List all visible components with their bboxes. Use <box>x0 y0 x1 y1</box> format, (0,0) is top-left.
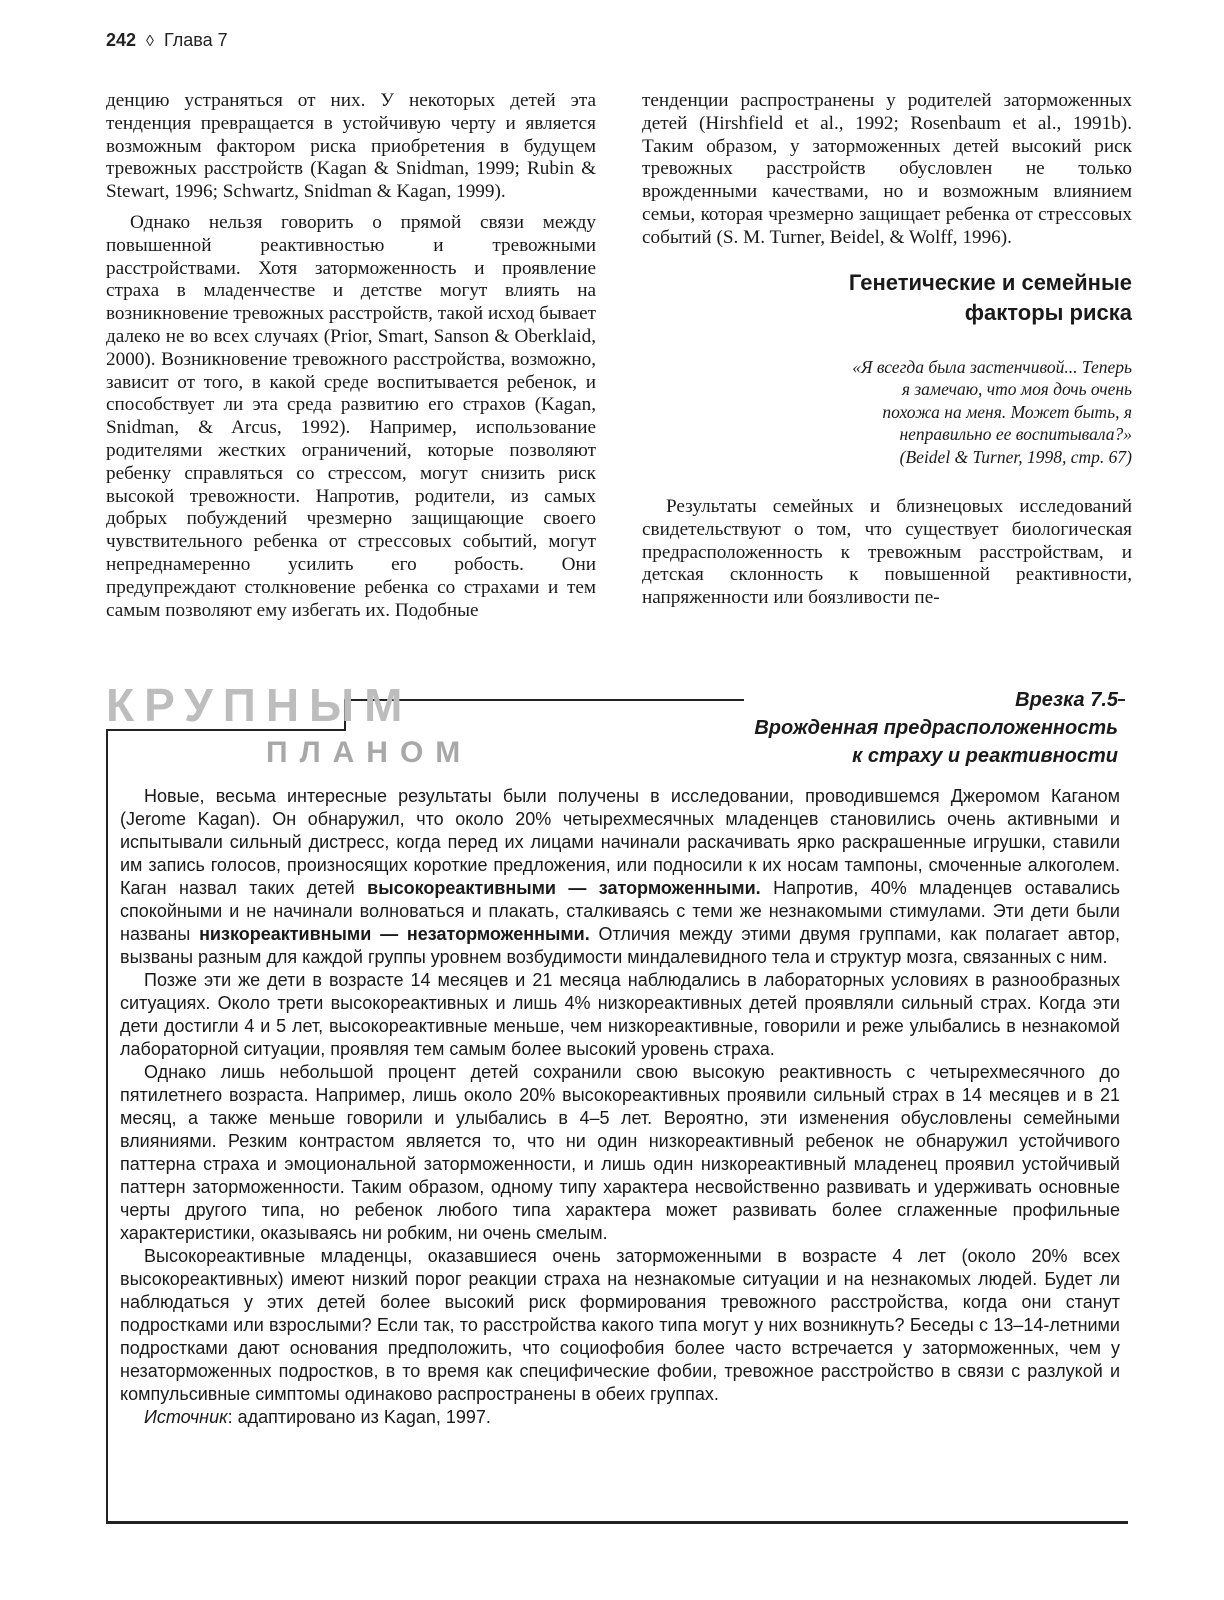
header-separator: ◊ <box>146 33 154 50</box>
source-label: Источник <box>144 1407 228 1427</box>
epigraph-line-3: похожа на меня. Может быть, я <box>882 401 1132 422</box>
left-column <box>106 90 596 630</box>
running-header <box>106 30 228 51</box>
source-text: : адаптировано из Kagan, 1997. <box>227 1407 491 1427</box>
page-number: 242 <box>106 30 137 50</box>
feature-number: Врезка 7.5 <box>1015 689 1118 711</box>
feature-title-line-1: Врожденная предрасположенность <box>754 717 1118 739</box>
term-high-reactive: высокореактивными — заторможенными. <box>367 878 761 898</box>
feature-paragraph-2: Позже эти же дети в возрасте 14 месяцев и 21 месяца наблюдались в лабораторных условиях в разнообразных ситуациях. Около трети высокореактивных и лишь 4% низкореактивных детей проявляли сильный страх. Когда эти дети достигли 4 и 5 лет, высокореактивные меньше, чем низкореактивные, говорили и реже улыбались в незнакомой лабораторной ситуации, проявляя тем самым более высокий уровень страха. <box>120 970 1120 1059</box>
feature-paragraph-1 <box>120 785 1120 969</box>
term-low-reactive: низкореактивными — незаторможенными. <box>199 924 590 944</box>
right-paragraph-1: тенденции распространены у родителей заторможенных детей (Hirshfield et al., 1992; Rosenbaum et al., 1991b). Таким образом, у заторможенных детей высокий риск тревожных расстройств обусловлен не только врожденными качествами, но и возможным влиянием семьи, которая чрезмерно защищает ребенка от стрессовых событий (S. M. Turner, Beidel, & Wolff, 1996). <box>642 90 1132 248</box>
epigraph-line-2: я замечаю, что моя дочь очень <box>901 379 1132 400</box>
left-paragraph-2: Однако нельзя говорить о прямой связи между повышенной реактивностью и тревожными расстройствами. Хотя заторможенность и проявление страха в младенчестве и детстве могут влиять на возникновение тревожных расстройств, такой исход бывает далеко не во всех случаях (Prior, Smart, Sanson & Oberklaid, 2000). Возникновение тревожного расстройства, возможно, зависит от того, в какой среде воспитывается ребенок, и способствует ли эта среда развитию его страхов (Kagan, Snidman, & Arcus, 1992). Например, использование родителями жестких ограничений, которые позволяют ребенку справляться со стрессом, могут снизить риск высокой тревожности. Напротив, родители, из самых добрых побуждений чрезмерно защищающие своего чувствительного ребенка от стрессовых событий, могут непреднамеренно усилить его робость. Они предупреждают столкновение ребенка со страхами и тем самым позволяют ему избегать их. Подобные <box>106 211 596 621</box>
left-paragraph-1: денцию устраняться от них. У некоторых детей эта тенденция превращается в устойчивую черту и является возможным фактором риска приобретения в будущем тревожных расстройств (Kagan & Snidman, 1999; Rubin & Stewart, 1996; Schwartz, Snidman & Kagan, 1999). <box>106 90 596 203</box>
feature-paragraph-3: Однако лишь небольшой процент детей сохранили свою высокую реактивность с четырехмесячного до пятилетнего возраста. Например, лишь около 20% высокореактивных проявили сильный страх в 14 месяцев и в 21 месяц, а также меньше говорили и улыбались в 4–5 лет. Вероятно, эти изменения обусловлены семейными влияниями. Резким контрастом является то, что ни один низкореактивный ребенок не обнаружил устойчивого паттерна страха и эмоциональной заторможенности, и лишь один низкореактивный младенец проявил устойчивый паттерн заторможенности. Таким образом, одному типу характера несвойственно развивать и удерживать основные черты другого типа, но ребенок любого типа характера может развивать более сглаженные профильные характеристики, оказываясь ни робким, ни очень смелым. <box>120 1062 1120 1243</box>
feature-body <box>120 785 1120 1429</box>
feature-logo-large: КРУПНЫМ <box>106 679 413 731</box>
feature-title <box>744 686 1118 770</box>
feature-source <box>120 1406 1120 1429</box>
feature-title-line-2: к страху и реактивности <box>852 745 1118 767</box>
section-heading <box>642 268 1132 328</box>
right-paragraph-2: Результаты семейных и близнецовых исследований свидетельствуют о том, что существует биологическая предрасположенность к тревожным расстройствам, и детская склонность к повышенной реактивности, напряженности или боязливости пе- <box>642 496 1132 609</box>
epigraph <box>642 356 1132 469</box>
feature-p1-text-a: Новые, весьма интересные результаты были получены в исследовании, проводившемся Джеромом Каганом (Jerome Kagan). Он обнаружил, что около 20% четырехмесячных младенцев становились очень активными и испытывали сильный дистресс, когда перед их лицами начинали раскачивать ярко раскрашенные игрушки, ставили им запись голосов, произносящих короткие предложения, или подносили к их носам тампоны, смоченные алкоголем. Каган назвал таких детей <box>120 786 1120 898</box>
right-column <box>642 90 1132 618</box>
section-heading-line-1: Генетические и семейные <box>848 269 1132 295</box>
feature-logo-small: ПЛАНОМ <box>266 736 473 769</box>
epigraph-line-4: неправильно ее воспитывала?» <box>899 424 1132 445</box>
feature-paragraph-4: Высокореактивные младенцы, оказавшиеся очень заторможенными в возрасте 4 лет (около 20% всех высокореактивных) имеют низкий порог реакции страха на незнакомые ситуации и на незнакомых людей. Будет ли наблюдаться у этих детей более высокий риск формирования тревожного расстройства, когда они станут подростками или взрослыми? Если так, то расстройства какого типа могут у них возникнуть? Беседы с 13–14-летними подростками дают основания предположить, что социофобия более часто встречается у заторможенных, чем у незаторможенных подростков, в то время как специфические фобии, тревожное расстройство в связи с разлукой и компульсивные симптомы одинаково распространены в обеих группах. <box>120 1246 1120 1404</box>
epigraph-line-1: «Я всегда была застенчивой... Теперь <box>852 356 1132 377</box>
section-heading-line-2: факторы риска <box>964 299 1132 325</box>
feature-p1-text-c: Отличия между этими двумя группами, как полагает автор, вызваны разным для каждой группы уровнем возбудимости миндалевидного тела и структур мозга, связанных с ним. <box>120 924 1120 967</box>
epigraph-source: (Beidel & Turner, 1998, стр. 67) <box>899 446 1132 467</box>
feature-p1-text-b: Напротив, 40% младенцев оставались спокойными и не начинали волноваться и плакать, сталкиваясь с теми же незнакомыми стимулами. Эти дети были названы <box>120 878 1120 944</box>
chapter-label: Глава 7 <box>163 30 228 50</box>
